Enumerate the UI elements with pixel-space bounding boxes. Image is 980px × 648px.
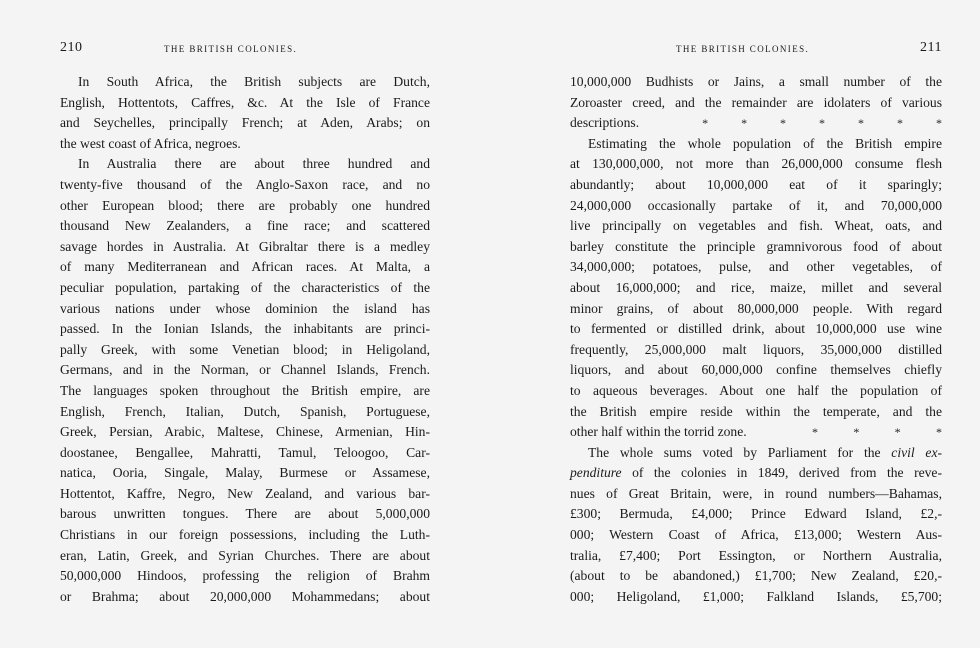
text-line: In South Africa, the British subjects are Dutch,: [78, 74, 430, 89]
asterism-star: *: [894, 425, 901, 440]
text-line: and Seychelles, principally French; at Aden, Arabs; on: [60, 115, 430, 131]
text-line: (about to be abandoned,) £1,700; New Zealand, £20,-: [570, 568, 942, 584]
text-line: abundantly; about 10,000,000 eat of it sparingly;: [570, 176, 942, 192]
text-line: or Brahma; about 20,000,000 Mohammedans; about: [60, 588, 430, 604]
text-line: peculiar population, partaking of the characteristics of the: [60, 279, 430, 295]
text-line: 34,000,000; potatoes, pulse, and other vegetables, of: [570, 259, 942, 275]
text-line: Zoroaster creed, and the remainder are idolaters of various: [570, 94, 942, 110]
text-fragment: The whole sums voted by Parliament for the: [588, 444, 892, 460]
text-line: the west coast of Africa, negroes.: [60, 135, 241, 151]
right-running-head: [570, 40, 942, 56]
asterism-star: *: [702, 116, 709, 131]
text-line: Hottentot, Kaffre, Negro, New Zealand, and various bar-: [60, 485, 430, 501]
text-line: the British empire reside within the temperate, and the: [570, 403, 942, 419]
text-line: barous unwritten tongues. There are about 5,000,000: [60, 506, 430, 522]
text-line: [570, 463, 942, 484]
text-line: 000; Western Coast of Africa, £13,000; Western Aus-: [570, 527, 942, 543]
left-body-text: [60, 72, 430, 607]
text-line: 50,000,000 Hindoos, professing the religion of Brahm: [60, 568, 430, 584]
running-title: THE BRITISH COLONIES.: [164, 44, 298, 54]
page-number: 210: [60, 40, 83, 55]
asterism-star: *: [741, 116, 748, 131]
running-title: THE BRITISH COLONIES.: [676, 44, 810, 54]
page-number: 211: [920, 40, 942, 55]
text-line: tralia, £7,400; Port Essington, or Northern Australia,: [570, 547, 942, 563]
text-line: 000; Heligoland, £1,000; Falkland Islands, £5,700;: [570, 588, 942, 604]
text-line: eran, Latin, Greek, and Syrian Churches. There are about: [60, 547, 430, 563]
text-line: In Australia there are about three hundred and: [78, 156, 430, 172]
asterism-star: *: [780, 116, 787, 131]
text-line: barley constitute the principle gramnivorous food of about: [570, 238, 942, 254]
text-fragment: of the colonies in 1849, derived from the reve-: [621, 465, 942, 481]
italic-fragment: penditure: [570, 465, 622, 481]
text-line: [570, 443, 942, 464]
text-line: savage hordes in Australia. At Gibraltar there is a medley: [60, 238, 430, 254]
text-line: thousand New Zealanders, a fine race; and scattered: [60, 218, 430, 234]
text-line: doostanee, Bengallee, Mahratti, Tamul, Teloogoo, Car-: [60, 444, 430, 460]
asterism-star: *: [853, 425, 860, 440]
right-page: [490, 0, 980, 648]
text-line: at 130,000,000, not more than 26,000,000 consume flesh: [570, 156, 942, 172]
asterism-star: *: [858, 116, 865, 131]
text-line: to fermented or distilled drink, about 10,000,000 use wine: [570, 321, 942, 337]
text-line: live principally on vegetables and fish. Wheat, oats, and: [570, 218, 942, 234]
text-line: £300; Bermuda, £4,000; Prince Edward Island, £2,-: [570, 506, 942, 522]
asterism-star: *: [812, 425, 818, 440]
asterism-star: *: [935, 425, 942, 440]
text-fragment: descriptions.: [570, 115, 640, 131]
text-line: to aqueous beverages. About one half the population of: [570, 382, 942, 398]
text-line: The languages spoken throughout the British empire, are: [60, 382, 430, 398]
text-line: minor grains, of about 80,000,000 people. With regard: [570, 300, 942, 316]
text-fragment: other half within the torrid zone.: [570, 424, 747, 440]
asterism-star: *: [819, 116, 826, 131]
text-line: 24,000,000 occasionally partake of it, and 70,000,000: [570, 197, 942, 213]
asterism-star: *: [935, 116, 942, 131]
text-line: about 16,000,000; and rice, maize, millet and several: [570, 279, 942, 295]
text-line: frequently, 25,000,000 malt liquors, 35,000,000 distilled: [570, 341, 942, 357]
text-line: natica, Ooria, Singale, Malay, Burmese or Assamese,: [60, 465, 430, 481]
text-line: of many Mediterranean and African races. At Malta, a: [60, 259, 430, 275]
text-line: Greek, Persian, Arabic, Maltese, Chinese, Armenian, Hin-: [60, 424, 430, 440]
text-line: pally Greek, with some Venetian blood; in Heligoland,: [60, 341, 430, 357]
text-line-section-break: [570, 113, 942, 134]
text-line: various nations under whose dominion the island has: [60, 300, 430, 316]
text-line: liquors, and about 60,000,000 confine themselves chiefly: [570, 362, 942, 378]
right-body-text: [570, 72, 942, 607]
italic-fragment: civil ex-: [891, 444, 943, 460]
text-line: nues of Great Britain, were, in round numbers—Bahamas,: [570, 485, 942, 501]
left-running-head: [60, 40, 430, 56]
text-line: Germans, and in the Norman, or Channel Islands, French.: [60, 362, 430, 378]
text-line: 10,000,000 Budhists or Jains, a small number of the: [570, 74, 942, 89]
asterism-star: *: [897, 116, 903, 131]
text-line: Estimating the whole population of the British empire: [588, 135, 942, 151]
text-line-section-break: [570, 422, 942, 443]
text-line: Christians in our foreign possessions, including the Luth-: [60, 527, 430, 543]
text-line: twenty-five thousand of the Anglo-Saxon race, and no: [60, 176, 430, 192]
text-line: English, Hottentots, Caffres, &c. At the Isle of France: [60, 94, 430, 110]
text-line: passed. In the Ionian Islands, the inhabitants are princi-: [60, 321, 430, 337]
text-line: English, French, Italian, Dutch, Spanish, Portuguese,: [60, 403, 430, 419]
text-line: other European blood; there are probably one hundred: [60, 197, 430, 213]
